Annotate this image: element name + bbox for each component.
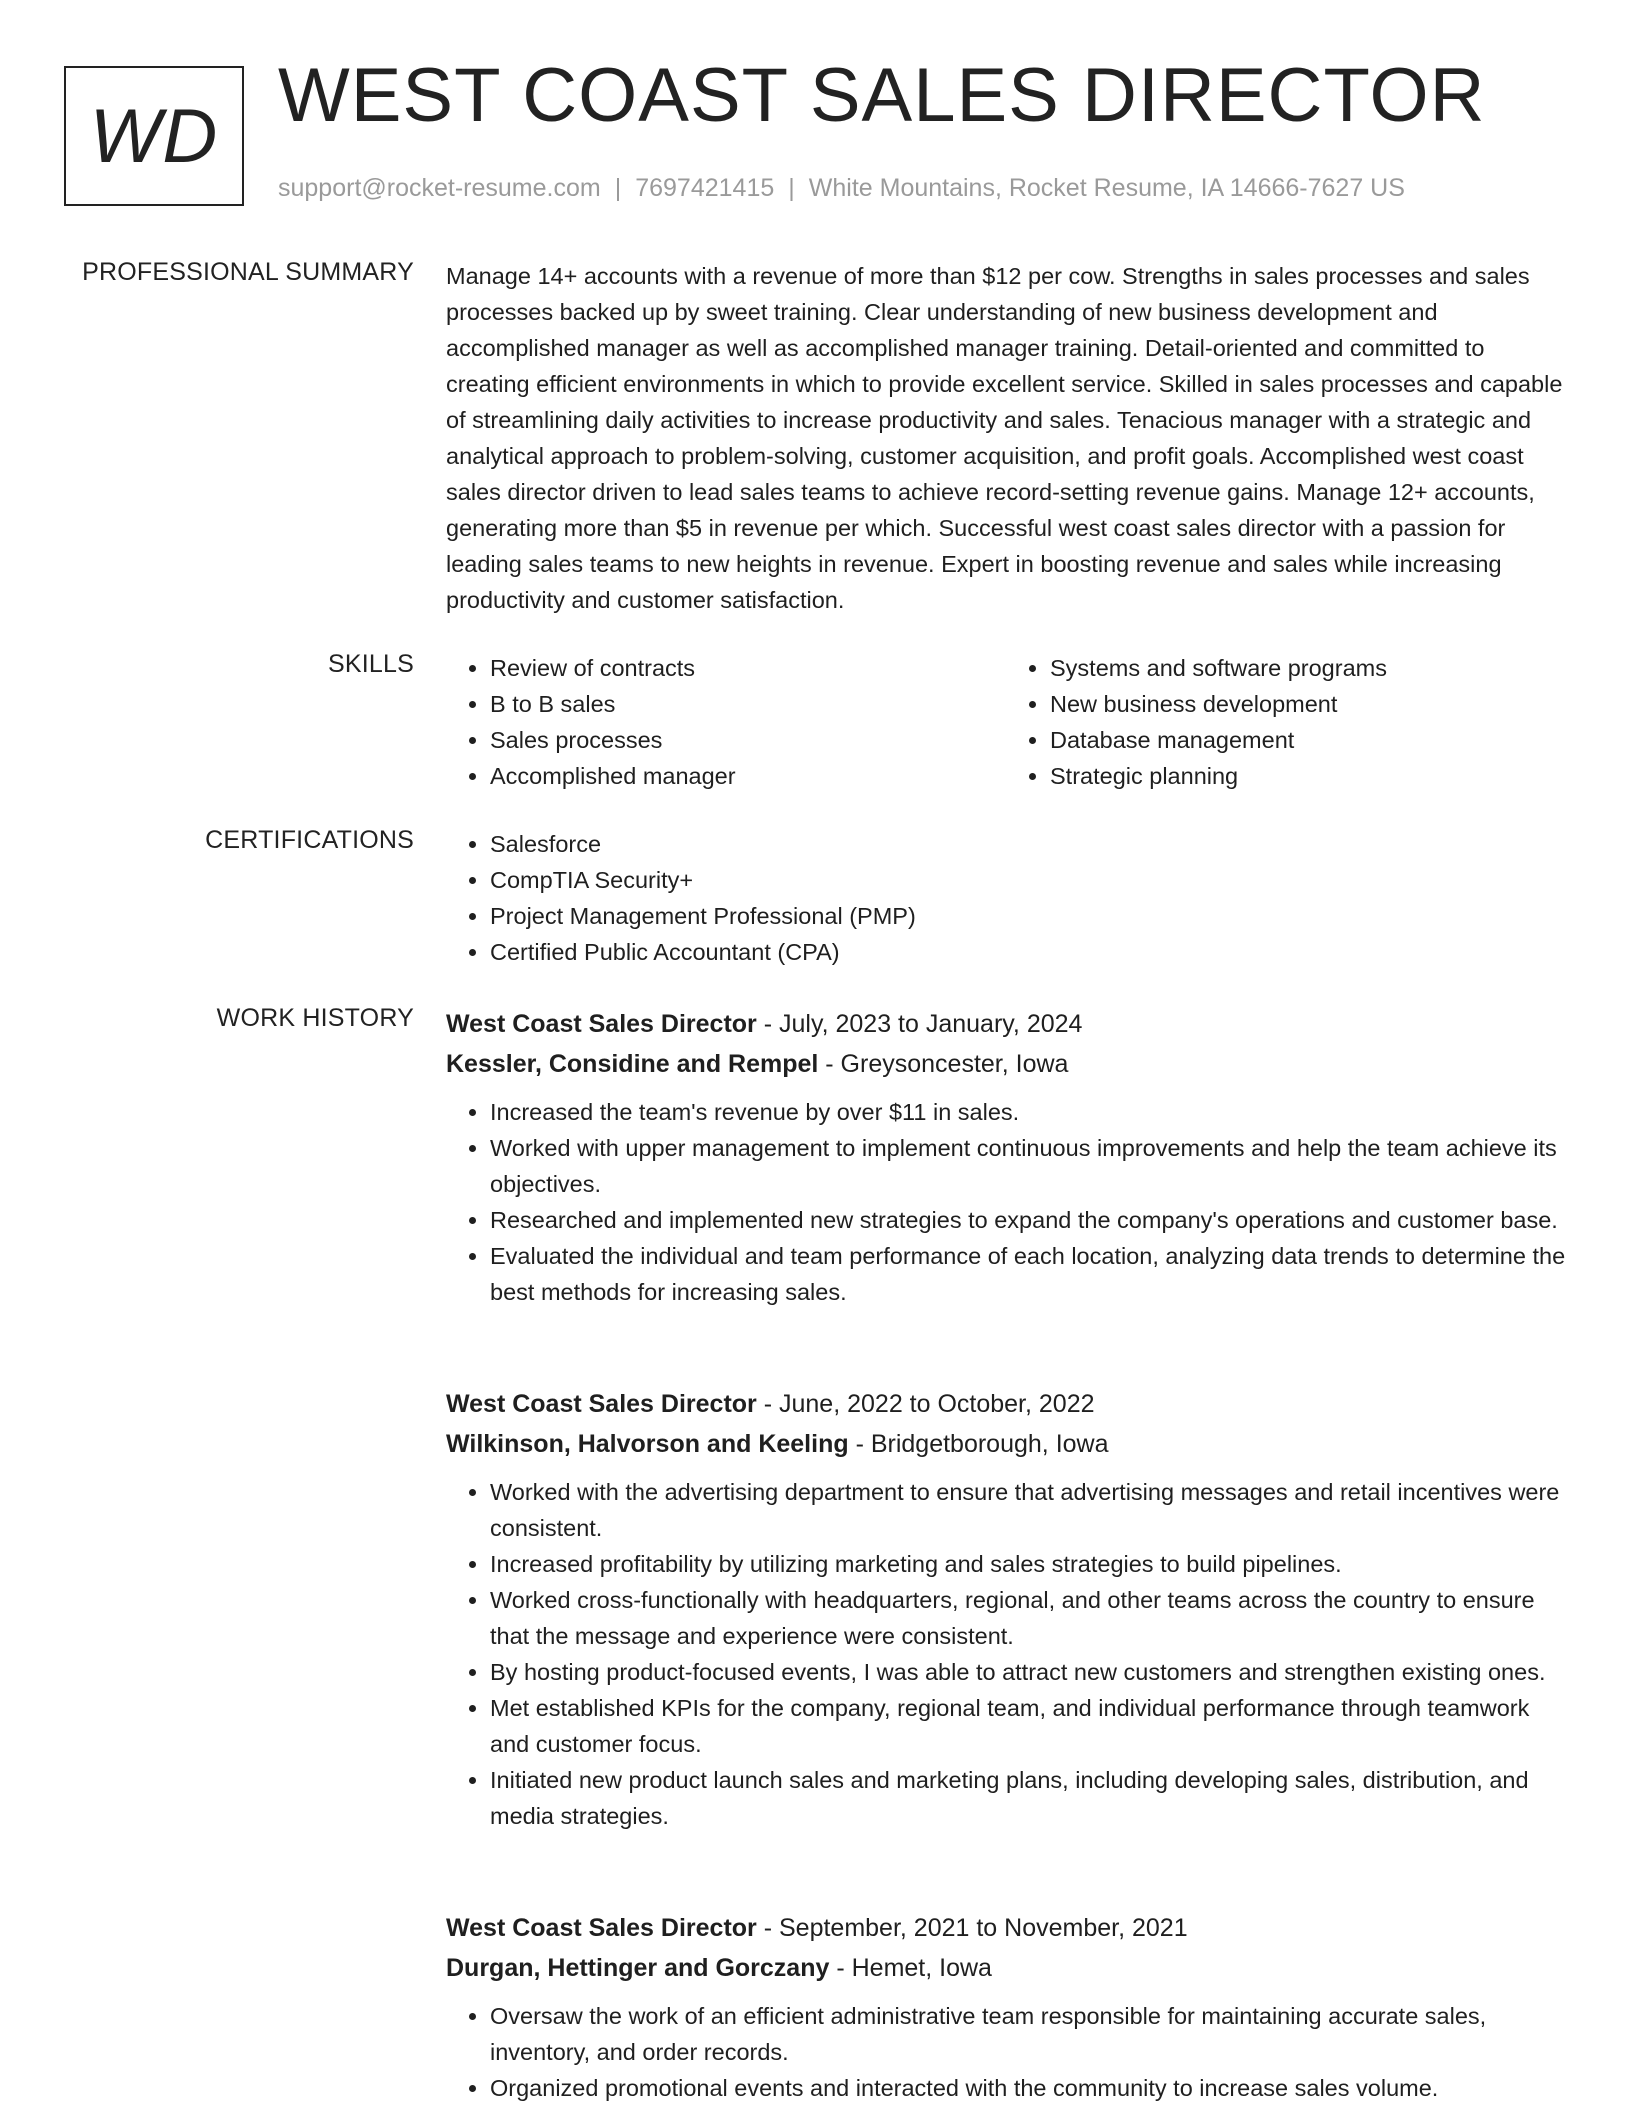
job-bullet: • Organized promotional events and interacted with the community to increase sales volume. — [490, 2070, 1566, 2106]
certification-item: • Certified Public Accountant (CPA) — [490, 934, 1566, 970]
job-title-line — [446, 1384, 1566, 1424]
job-dates: - July, 2023 to January, 2024 — [756, 1010, 1083, 1038]
job-bullet: • Initiated new product launch sales and marketing plans, including developing sales, distribution, and media strategies. — [490, 1762, 1566, 1834]
job-title: West Coast Sales Director — [446, 1010, 757, 1038]
resume-title: WEST COAST SALES DIRECTOR — [278, 53, 1486, 138]
skills-section — [446, 650, 1566, 794]
job-bullet: • Evaluated the individual and team performance of each location, analyzing data trends to determine the best methods for increasing sales. — [490, 1238, 1566, 1310]
job-title-line — [446, 1004, 1566, 1044]
contact-separator: | — [614, 174, 622, 202]
skill-item: • Strategic planning — [1050, 758, 1566, 794]
summary-text: Manage 14+ accounts with a revenue of more than $12 per cow. Strengths in sales processes and sales processes backed up by sweet training. Clear understanding of new business development and accomplished manager as well as accomplished manager training. Detail-oriented and committed to creating efficient environments in which to provide excellent service. Skilled in sales processes and capable of streamlining daily activities to increase productivity and sales. Tenacious manager with a strategic and analytical approach to problem-solving, customer acquisition, and profit goals. Accomplished west coast sales director driven to lead sales teams to achieve record-setting revenue gains. Manage 12+ accounts, generating more than $5 in revenue per which. Successful west coast sales director with a passion for leading sales teams to new heights in revenue. Expert in boosting revenue and sales while increasing productivity and customer satisfaction. — [446, 263, 1563, 613]
job-company-line — [446, 1424, 1566, 1464]
job-title: West Coast Sales Director — [446, 1914, 757, 1942]
certifications-list — [446, 826, 1566, 970]
job-company: Durgan, Hettinger and Gorczany — [446, 1954, 830, 1982]
job-company-line — [446, 1044, 1566, 1084]
skill-item: • Database management — [1050, 722, 1566, 758]
job-bullets — [446, 1998, 1566, 2106]
job-bullet: • Worked cross-functionally with headquarters, regional, and other teams across the country to ensure that the message and experience were consistent. — [490, 1582, 1566, 1654]
contact-line — [278, 174, 1405, 203]
skill-item: • Systems and software programs — [1050, 650, 1566, 686]
skill-item: • Review of contracts — [490, 650, 1006, 686]
skill-item: • B to B sales — [490, 686, 1006, 722]
job-company: Kessler, Considine and Rempel — [446, 1050, 819, 1078]
job-bullet: • Increased the team's revenue by over $11 in sales. — [490, 1094, 1566, 1130]
job-entry — [446, 1004, 1566, 1310]
monogram-logo — [64, 66, 244, 206]
job-company-line — [446, 1948, 1566, 1988]
job-location: - Greysoncester, Iowa — [818, 1050, 1069, 1078]
summary-section — [446, 258, 1566, 618]
work-history-heading: WORK HISTORY — [216, 1004, 414, 1032]
contact-address: White Mountains, Rocket Resume, IA 14666-7627 US — [808, 174, 1405, 202]
job-bullet: • Increased profitability by utilizing marketing and sales strategies to build pipelines. — [490, 1546, 1566, 1582]
job-title: West Coast Sales Director — [446, 1390, 757, 1418]
skills-list-right — [1006, 650, 1566, 794]
summary-heading: PROFESSIONAL SUMMARY — [82, 258, 414, 286]
certification-item: • Project Management Professional (PMP) — [490, 898, 1566, 934]
job-bullet: • Met established KPIs for the company, regional team, and individual performance through teamwork and customer focus. — [490, 1690, 1566, 1762]
job-bullets — [446, 1474, 1566, 1834]
job-bullet: • Oversaw the work of an efficient administrative team responsible for maintaining accurate sales, inventory, and order records. — [490, 1998, 1566, 2070]
job-dates: - June, 2022 to October, 2022 — [756, 1390, 1095, 1418]
job-company: Wilkinson, Halvorson and Keeling — [446, 1430, 849, 1458]
job-bullet: • Worked with the advertising department to ensure that advertising messages and retail incentives were consistent. — [490, 1474, 1566, 1546]
contact-phone: 7697421415 — [635, 174, 775, 202]
job-bullet: • Worked with upper management to implement continuous improvements and help the team achieve its objectives. — [490, 1130, 1566, 1202]
monogram-text: WD — [89, 93, 219, 179]
skill-item: • Sales processes — [490, 722, 1006, 758]
skills-heading: SKILLS — [328, 650, 414, 678]
skill-item: • New business development — [1050, 686, 1566, 722]
contact-email: support@rocket-resume.com — [278, 174, 601, 202]
job-entry — [446, 1384, 1566, 1834]
job-bullet: • By hosting product-focused events, I was able to attract new customers and strengthen existing ones. — [490, 1654, 1566, 1690]
job-dates: - September, 2021 to November, 2021 — [756, 1914, 1188, 1942]
contact-separator: | — [788, 174, 795, 202]
certifications-heading: CERTIFICATIONS — [205, 826, 414, 854]
job-bullet: • Researched and implemented new strategies to expand the company's operations and customer base. — [490, 1202, 1566, 1238]
job-title-line — [446, 1908, 1566, 1948]
job-location: - Hemet, Iowa — [829, 1954, 992, 1982]
skill-item: • Accomplished manager — [490, 758, 1006, 794]
job-location: - Bridgetborough, Iowa — [848, 1430, 1109, 1458]
certification-item: • CompTIA Security+ — [490, 862, 1566, 898]
job-entry — [446, 1908, 1566, 2106]
skills-list-left — [446, 650, 1006, 794]
job-bullets — [446, 1094, 1566, 1310]
certifications-section — [446, 826, 1566, 970]
certification-item: • Salesforce — [490, 826, 1566, 862]
